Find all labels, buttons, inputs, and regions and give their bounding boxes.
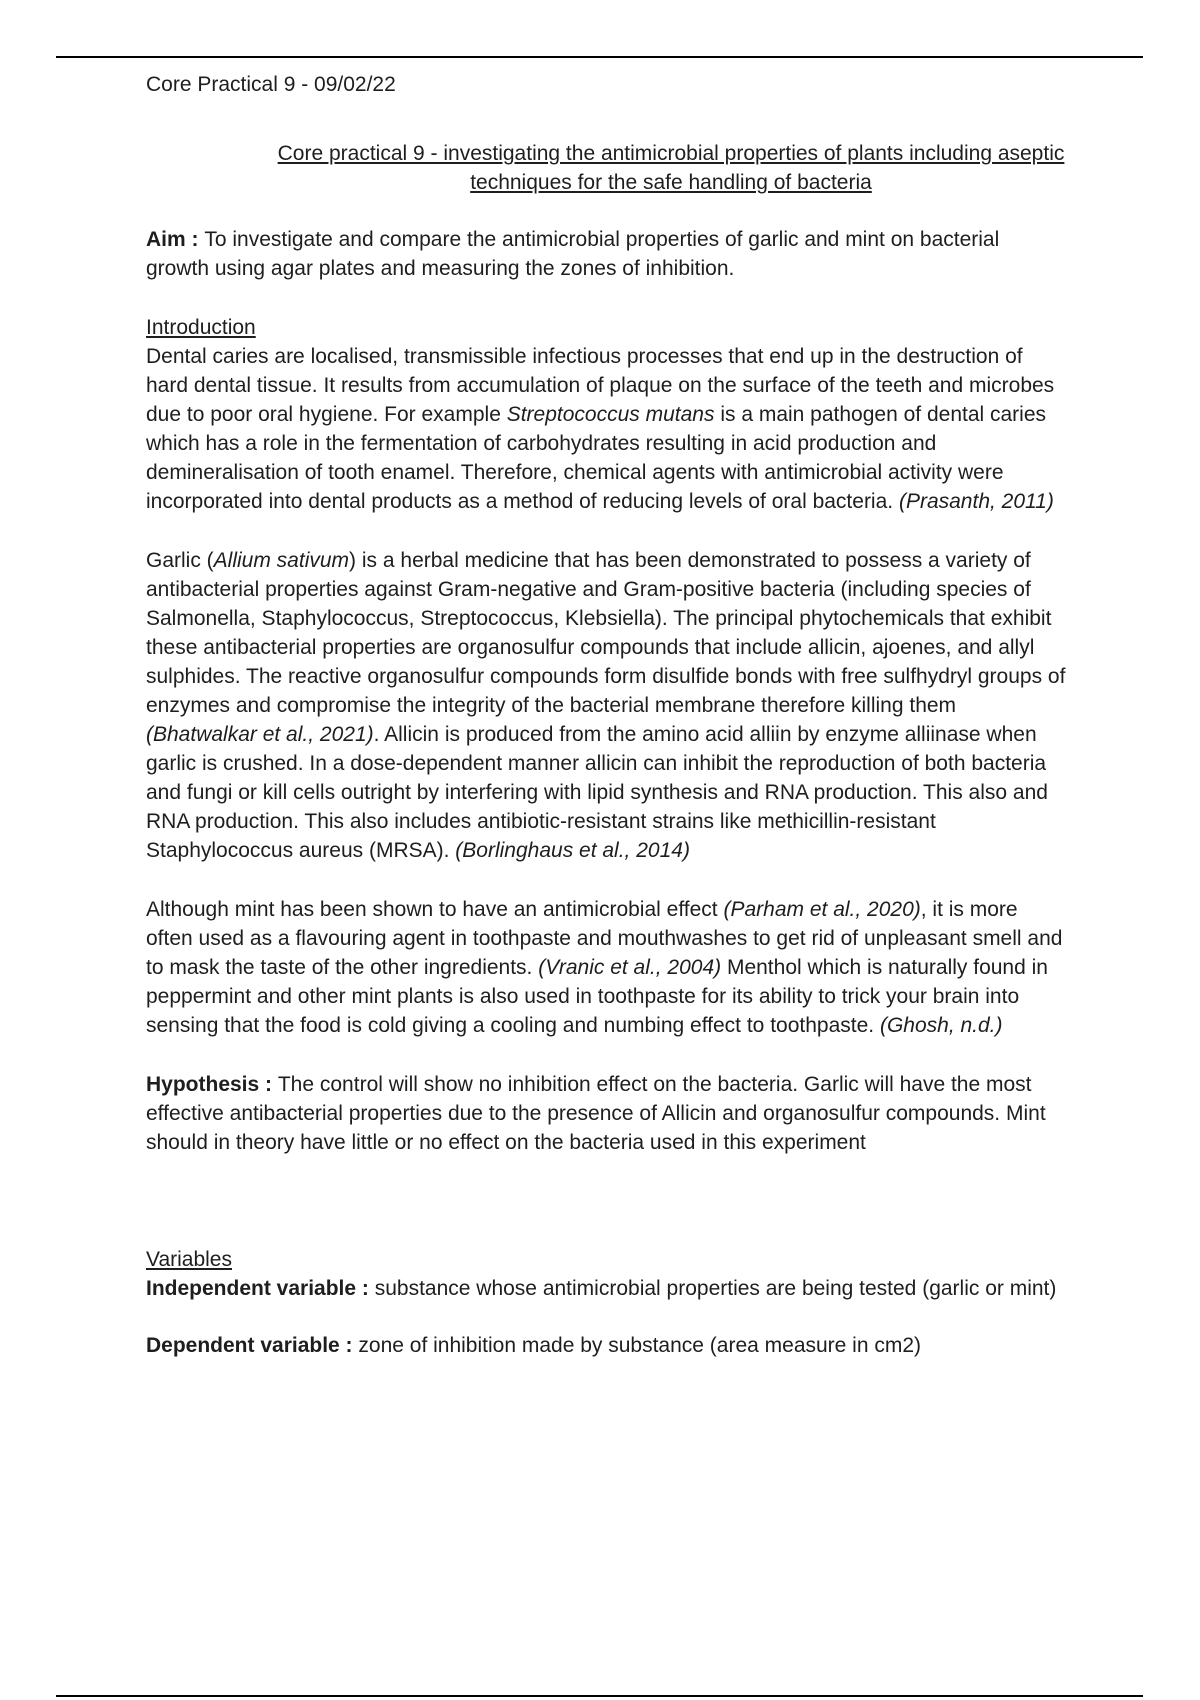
independent-variable-label: Independent variable : — [146, 1277, 375, 1300]
hypothesis-label: Hypothesis : — [146, 1073, 278, 1096]
intro-p1-species: Streptococcus mutans — [506, 403, 715, 426]
aim-label: Aim : — [146, 228, 205, 251]
intro-paragraph-3 — [146, 895, 1066, 1040]
document-body — [146, 70, 1066, 1360]
title-line-1: Core practical 9 - investigating the antimicrobial properties of plants including aseptic — [277, 142, 1065, 165]
intro-p3-text-b: , it is more often used as a flavouring agent in toothpaste and mouthwashes to get rid of unpleasant smell and to mask the taste of the other ingredients. — [146, 898, 1063, 979]
hypothesis-paragraph — [146, 1070, 1066, 1157]
aim-text: To investigate and compare the antimicrobial properties of garlic and mint on bacterial growth using agar plates and measuring the zones of inhibition. — [146, 228, 1000, 280]
intro-paragraph-1 — [146, 342, 1066, 516]
dependent-variable-label: Dependent variable : — [146, 1334, 359, 1357]
intro-p3-text-c: Menthol which is naturally found in peppermint and other mint plants is also used in toothpaste for its ability to trick your brain into sensing that the food is cold giving a cooling and numbing effect to toothpaste. — [146, 956, 1048, 1037]
intro-p2-text-b: ) is a herbal medicine that has been demonstrated to possess a variety of antibacterial properties against Gram-negative and Gram-positive bacteria (including species of Salmonella, Staphylococcus, Streptococcus, Klebsiella). The principal phytochemicals that exhibit these antibacterial properties are organosulfur compounds that include allicin, ajoenes, and allyl sulphides. The reactive organosulfur compounds form disulfide bonds with free sulfhydryl groups of enzymes and compromise the integrity of the bacterial membrane therefore killing them — [146, 549, 1066, 717]
intro-p3-citation-3: (Ghosh, n.d.) — [879, 1014, 1003, 1037]
dependent-variable — [146, 1331, 1066, 1360]
dependent-variable-text: zone of inhibition made by substance (area measure in cm2) — [358, 1334, 922, 1357]
variables-heading: Variables — [146, 1248, 232, 1271]
intro-paragraph-2 — [146, 546, 1066, 865]
bottom-rule — [56, 1695, 1143, 1697]
independent-variable-text: substance whose antimicrobial properties are being tested (garlic or mint) — [374, 1277, 1057, 1300]
page-header: Core Practical 9 - 09/02/22 — [146, 73, 396, 96]
document-title — [146, 139, 1066, 197]
intro-p2-text-a: Garlic ( — [146, 549, 214, 572]
intro-p1-citation: (Prasanth, 2011) — [898, 490, 1054, 513]
hypothesis-text: The control will show no inhibition effect on the bacteria. Garlic will have the most effective antibacterial properties due to the presence of Allicin and organosulfur compounds. Mint should in theory have little or no effect on the bacteria used in this experiment — [146, 1073, 1046, 1154]
intro-p3-text-a: Although mint has been shown to have an antimicrobial effect — [146, 898, 724, 921]
independent-variable — [146, 1274, 1066, 1303]
intro-p3-citation-2: (Vranic et al., 2004) — [538, 956, 722, 979]
intro-p1-text-b: is a main pathogen of dental caries which has a role in the fermentation of carbohydrates resulting in acid production and demineralisation of tooth enamel. Therefore, chemical agents with antimicrobial activity were incorporated into dental products as a method of reducing levels of oral bacteria. — [146, 403, 1047, 513]
intro-p2-citation-2: (Borlinghaus et al., 2014) — [455, 839, 690, 862]
intro-p3-citation-1: (Parham et al., 2020) — [723, 898, 921, 921]
aim-paragraph — [146, 225, 1066, 283]
variables-section — [146, 1245, 1066, 1360]
title-line-2: techniques for the safe handling of bacteria — [470, 171, 872, 194]
introduction-section — [146, 313, 1066, 516]
intro-p2-text-c: . Allicin is produced from the amino acid alliin by enzyme alliinase when garlic is crushed. In a dose-dependent manner allicin can inhibit the reproduction of both bacteria and fungi or kill cells outright by interfering with lipid synthesis and RNA production. This also and RNA production. This also includes antibiotic-resistant strains like methicillin-resistant Staphylococcus aureus (MRSA). — [146, 723, 1048, 862]
intro-p2-species: Allium sativum — [213, 549, 350, 572]
intro-p2-citation-1: (Bhatwalkar et al., 2021) — [146, 723, 374, 746]
top-rule — [56, 56, 1143, 58]
introduction-heading: Introduction — [146, 316, 256, 339]
intro-p1-text-a: Dental caries are localised, transmissible infectious processes that end up in the destruction of hard dental tissue. It results from accumulation of plaque on the surface of the teeth and microbes due to poor oral hygiene. For example — [146, 345, 1055, 426]
